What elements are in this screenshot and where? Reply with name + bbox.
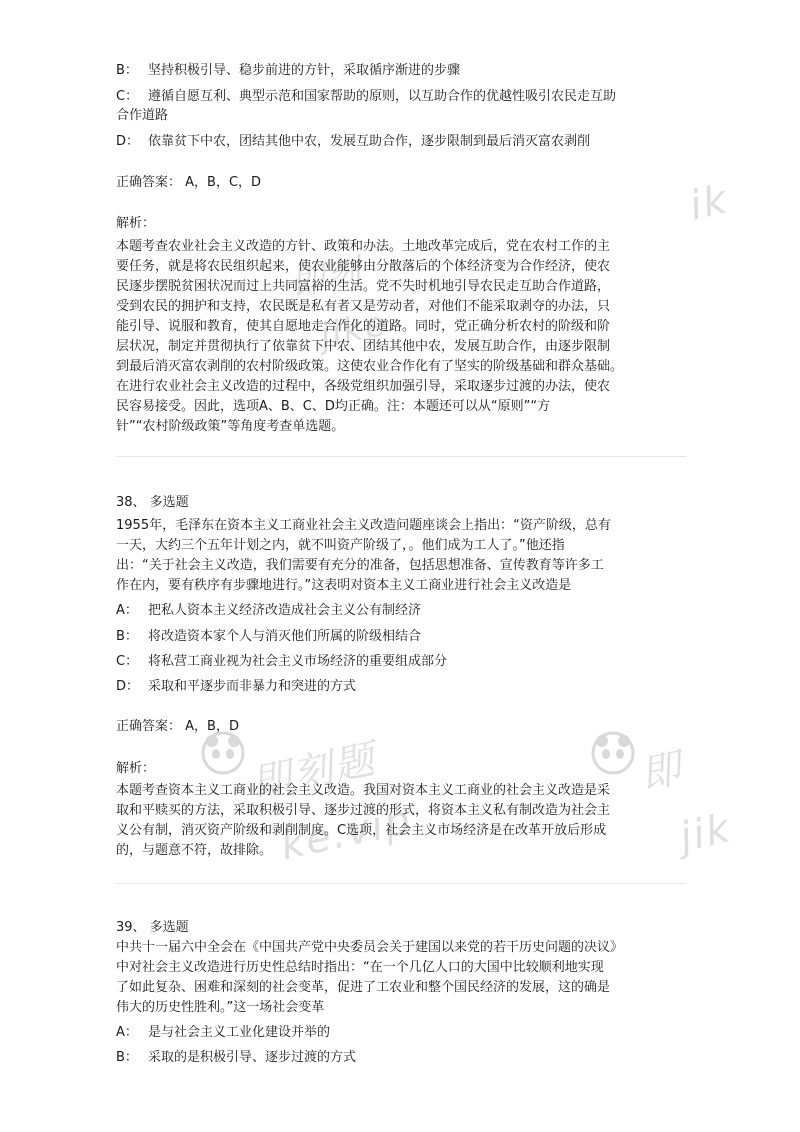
watermark-text-url: ik [685,176,733,230]
question-stem-line: 作在内，要有秩序有步骤地进行。”这表明对资本主义工商业进行社会主义改造是 [116,578,572,593]
analysis-line: 民逐步摆脱贫困状况而过上共同富裕的生活。党不失时机地引导农民走互助合作道路， [116,279,611,294]
watermark-text: 即 [636,745,688,799]
watermark-top-right [685,160,800,290]
question-stem-line: 1955年，毛泽东在资本主义工商业社会主义改造问题座谈会上指出：“资产阶级，总有 [116,518,611,533]
analysis-line: 层状况，制定并贯彻执行了依靠贫下中农、团结其他中农，发展互助合作，由逐步限制 [116,339,611,354]
option-b: B： 采取的是积极引导、逐步过渡的方式 [116,1050,357,1065]
watermark-text: 即刻题 [247,736,381,808]
question-header: 38、 多选题 [116,495,189,510]
correct-answer: 正确答案： A，B，C，D [116,175,262,190]
option-a: A： 把私人资本主义经济改造成社会主义公有制经济 [116,603,422,618]
question-stem-line: 出：“关于社会主义改造，我们需要有充分的准备，包括思想准备、宣传教育等许多工 [116,558,604,573]
analysis-line: 民容易接受。因此，选项A、B、C、D均正确。注：本题还可以从“原则”“方 [116,399,551,414]
analysis-line: 本题考查资本主义工商业的社会主义改造。我国对资本主义工商业的社会主义改造是采 [116,783,611,798]
option-c: C： 将私营工商业视为社会主义市场经济的重要组成部分 [116,654,448,669]
watermark-right [590,730,800,880]
question-stem-line: 中共十一届六中全会在《中国共产党中央委员会关于建国以来党的若干历史问题的决议》 [116,940,624,955]
analysis-line: 能引导、说服和教育，使其自愿地走合作化的道路。同时，党正确分析农村的阶级和阶 [116,319,611,334]
analysis-line: 受到农民的拥护和支持，农民既是私有者又是劳动者，对他们不能采取剥夺的办法，只 [116,299,611,314]
option-a: A： 是与社会主义工业化建设并举的 [116,1025,331,1040]
question-stem-line: 了如此复杂、困难和深刻的社会变革，促进了工农业和整个国民经济的发展，这的确是 [116,980,611,995]
option-b: B： 坚持积极引导、稳步前进的方针，采取循序渐进的步骤 [116,63,461,78]
watermark-text: 即刻 [287,250,367,305]
divider [116,456,686,457]
analysis-line: 的，与题意不符，故排除。 [116,843,273,858]
question-stem-line: 伟大的历史性胜利。”这一场社会变革 [116,1000,325,1015]
panda-logo-icon [590,730,636,776]
question-stem-line: 中对社会主义改造进行历史性总结时指出：“在一个几亿人口的大国中比较顺利地实现 [116,960,604,975]
option-d: D： 依靠贫下中农，团结其他中农，发展互助合作，逐步限制到最后消灭富农剥削 [116,134,591,149]
analysis-line: 在进行农业社会主义改造的过程中，各级党组织加强引导，采取逐步过渡的办法，使农 [116,379,611,394]
analysis-line: 本题考查农业社会主义改造的方针、政策和办法。土地改革完成后，党在农村工作的主 [116,239,611,254]
analysis-line: 取和平赎买的方法，采取积极引导、逐步过渡的形式，将资本主义私有制改造为社会主 [116,803,611,818]
analysis-line: 到最后消灭富农剥削的农村阶级政策。这使农业合作化有了坚实的阶级基础和群众基础。 [116,359,624,374]
question-stem-line: 一天，大约三个五年计划之内，就不叫资产阶级了，。他们成为工人了。”他还指 [116,538,565,553]
analysis-line: 要任务，就是将农民组织起来，使农业能够由分散落后的个体经济变为合作经济，使农 [116,259,611,274]
analysis-label: 解析： [116,761,156,776]
divider [116,883,686,884]
option-d: D： 采取和平逐步而非暴力和突进的方式 [116,679,357,694]
option-b: B： 将改造资本家个人与消灭他们所属的阶级相结合 [116,629,422,644]
question-header: 39、 多选题 [116,920,189,935]
analysis-label: 解析： [116,216,156,231]
watermark-text-url: jike [316,303,391,357]
option-c-continued: 合作道路 [116,108,169,123]
correct-answer: 正确答案： A，B，D [116,719,239,734]
analysis-line: 义公有制，消灭资产阶级和剥削制度。C选项，社会主义市场经济是在改革开放后形成 [116,823,607,838]
analysis-line: 针”“农村阶级政策”等角度考查单选题。 [116,419,345,434]
watermark-text-url: ke.vip [276,796,417,870]
option-c: C： 遵循自愿互利、典型示范和国家帮助的原则，以互助合作的优越性吸引农民走互助 [116,89,617,104]
watermark-text-url: jik [675,805,736,861]
